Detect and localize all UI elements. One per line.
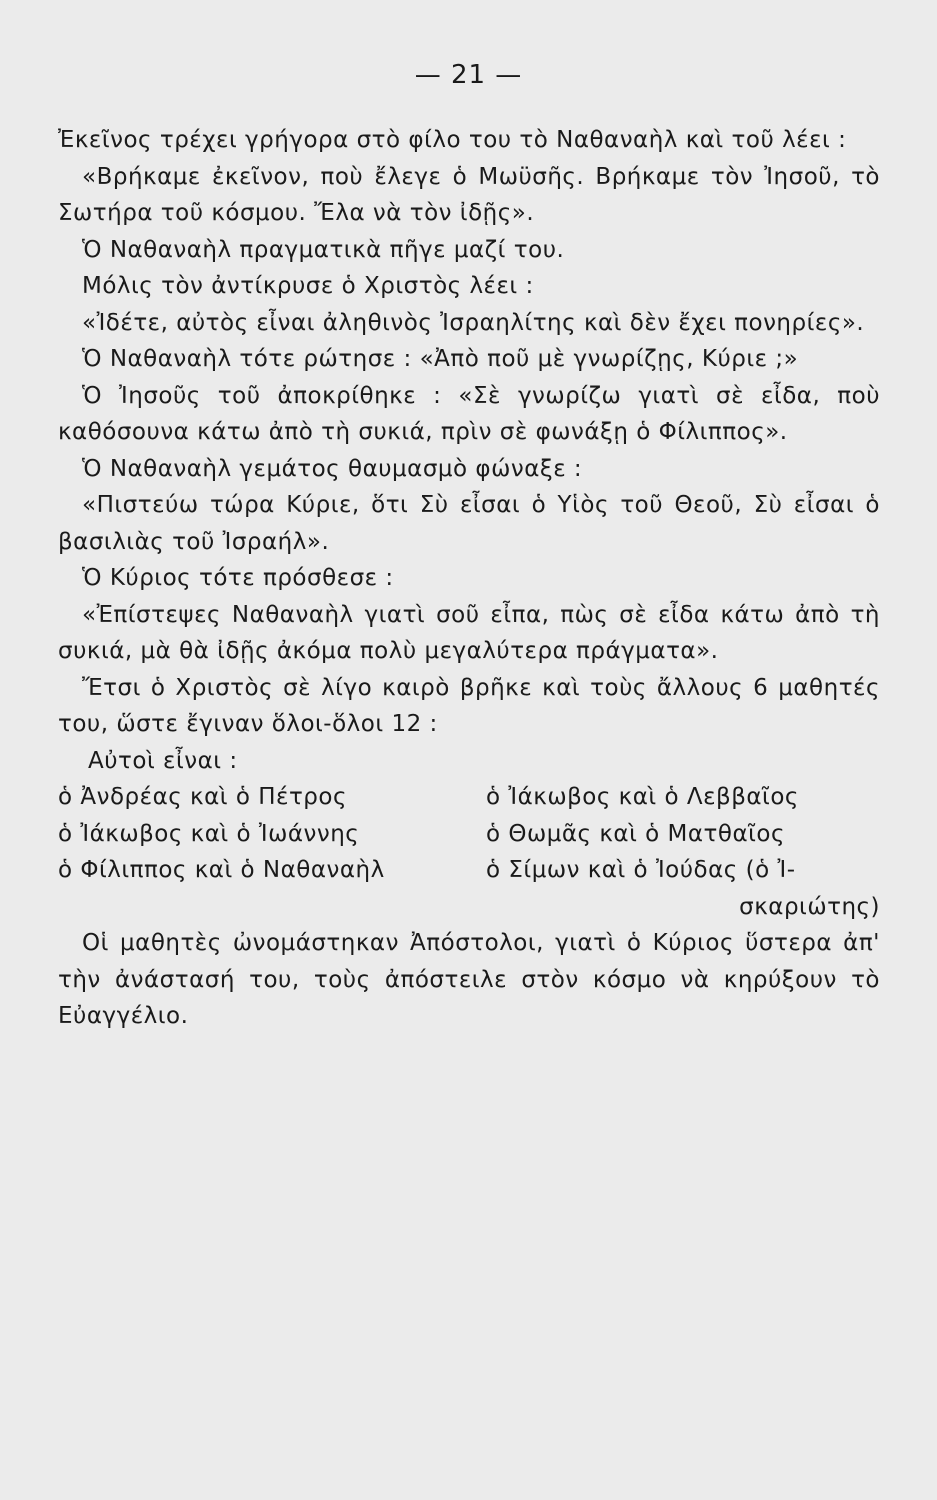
- page-number: — 21 —: [414, 60, 523, 90]
- paragraph: Ὁ Ναθαναὴλ γεμάτος θαυμασμὸ φώναξε :: [82, 455, 583, 482]
- paragraph: «Πιστεύω τώρα Κύριε, ὅτι Σὺ εἶσαι ὁ Υἱὸς τοῦ Θεοῦ, Σὺ εἶσαι ὁ βασιλιὰς τοῦ Ἰσραήλ».: [58, 492, 880, 555]
- apostle-pair: ὁ Φίλιππος καὶ ὁ Ναθαναὴλ: [58, 857, 385, 883]
- apostles-list-intro: Αὐτοὶ εἶναι :: [88, 747, 238, 774]
- page-body: [58, 122, 880, 1035]
- apostle-pair: ὁ Ἰάκωβος καὶ ὁ Λεββαῖος: [486, 784, 799, 810]
- paragraph: Ὁ Ναθαναὴλ πραγματικὰ πῆγε μαζί του.: [82, 236, 565, 263]
- paragraph: «Ἐπίστεψες Ναθαναὴλ γιατὶ σοῦ εἶπα, πὼς σὲ εἶδα κάτω ἀπὸ τὴ συκιά, μὰ θὰ ἰδῇς ἀκόμα πολὺ μεγαλύτερα πράγματα».: [58, 601, 880, 664]
- apostle-pair-continuation: σκαριώτης): [739, 893, 880, 920]
- paragraph: «Ἰδέτε, αὐτὸς εἶναι ἀληθινὸς Ἰσραηλίτης καὶ δὲν ἔχει πονηρίες».: [82, 309, 865, 336]
- apostle-pair-line: ὁ Σίμων καὶ ὁ Ἰούδας (ὁ Ἰ-: [486, 857, 796, 883]
- paragraph: Ὁ Ναθαναὴλ τότε ρώτησε : «Ἀπὸ ποῦ μὲ γνωρίζῃς, Κύριε ;»: [82, 346, 799, 372]
- paragraph: «Βρήκαμε ἐκεῖνον, ποὺ ἔλεγε ὁ Μωϋσῆς. Βρήκαμε τὸν Ἰησοῦ, τὸ Σωτήρα τοῦ κόσμου. Ἔλα νὰ τὸν ἰδῇς».: [58, 163, 880, 226]
- apostle-pair-multiline: [486, 852, 880, 925]
- paragraph: Μόλις τὸν ἀντίκρυσε ὁ Χριστὸς λέει :: [82, 273, 534, 299]
- apostle-pair: ὁ Θωμᾶς καὶ ὁ Ματθαῖος: [486, 820, 785, 847]
- paragraph: Ἐκεῖνος τρέχει γρήγορα στὸ φίλο του τὸ Ναθαναὴλ καὶ τοῦ λέει :: [58, 127, 847, 153]
- closing-paragraph: Οἱ μαθητὲς ὠνομάστηκαν Ἀπόστολοι, γιατὶ ὁ Κύριος ὕστερα ἀπ' τὴν ἀνάστασή του, τοὺς ἀπόστειλε στὸν κόσμο νὰ κηρύξουν τὸ Εὐαγγέλιο.: [58, 930, 880, 1029]
- apostles-list: [58, 779, 880, 925]
- apostle-pair: ὁ Ἀνδρέας καὶ ὁ Πέτρος: [58, 784, 347, 810]
- apostle-pair: ὁ Ἰάκωβος καὶ ὁ Ἰωάννης: [58, 820, 360, 847]
- paragraph: Ὁ Κύριος τότε πρόσθεσε :: [82, 565, 394, 591]
- paragraph: Ὁ Ἰησοῦς τοῦ ἀποκρίθηκε : «Σὲ γνωρίζω γιατὶ σὲ εἶδα, ποὺ καθόσουνα κάτω ἀπὸ τὴ συκιά, πρὶν σὲ φωνάξῃ ὁ Φίλιππος».: [58, 382, 880, 445]
- paragraph: Ἔτσι ὁ Χριστὸς σὲ λίγο καιρὸ βρῆκε καὶ τοὺς ἄλλους 6 μαθητές του, ὥστε ἔγιναν ὅλοι-ὅλοι 12 :: [58, 674, 880, 737]
